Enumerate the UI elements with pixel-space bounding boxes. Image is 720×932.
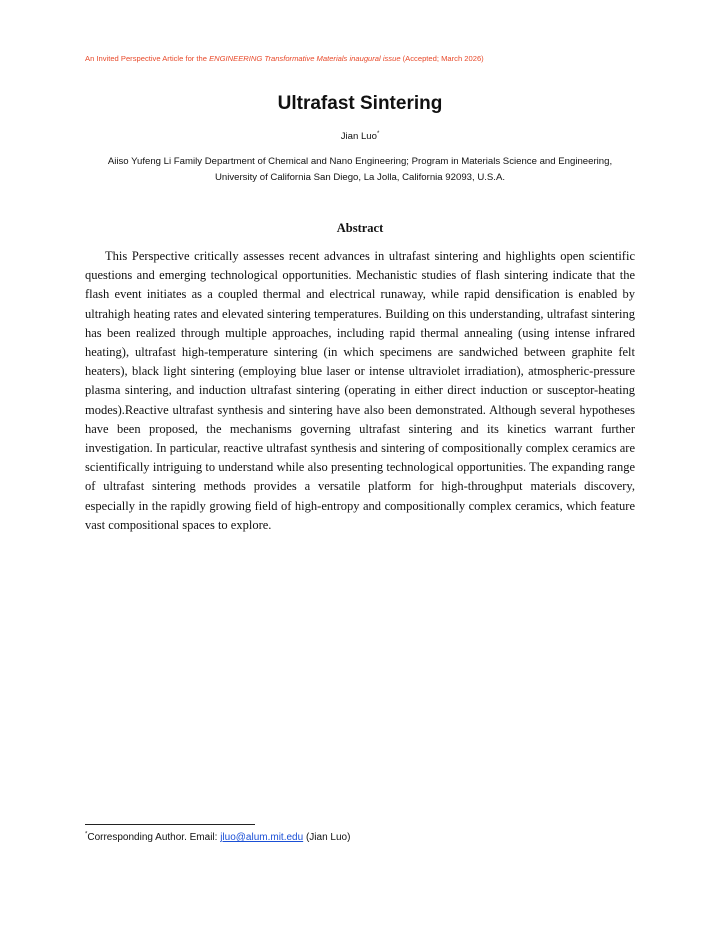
author-name: Jian Luo [340, 131, 377, 142]
email-link[interactable]: jluo@alum.mit.edu [220, 832, 304, 843]
publication-note [85, 54, 484, 63]
author-footnote-mark: * [376, 130, 380, 137]
abstract-heading: Abstract [336, 221, 384, 235]
corresponding-author-footnote [85, 832, 350, 843]
author-line [0, 131, 720, 142]
footnote-divider [85, 824, 255, 825]
footnote-mark: * [85, 831, 88, 838]
footnote-suffix: (Jian Luo) [303, 832, 351, 843]
publication-note-prefix: An Invited Perspective Article for the [85, 54, 210, 63]
footnote-prefix: Corresponding Author. Email: [87, 832, 221, 843]
publication-note-suffix: (Accepted; March 2026) [400, 54, 484, 63]
paper-title: Ultrafast Sintering [277, 93, 443, 114]
publication-note-journal: ENGINEERING Transformative Materials inaugural issue [209, 54, 401, 63]
author-affiliation: Aiiso Yufeng Li Family Department of Chemical and Nano Engineering; Program in Materials Science and Engineering, University of California San Diego, La Jolla, California 92093, U.S.A. [107, 156, 613, 183]
abstract-body: This Perspective critically assesses recent advances in ultrafast sintering and highlights open scientific questions and emerging technological opportunities. Mechanistic studies of flash sintering indicate that the flash event initiates as a coupled thermal and electrical runaway, while rapid densification is enabled by ultrahigh heating rates and elevated sintering temperatures. Building on this understanding, ultrafast sintering has been realized through multiple approaches, including rapid thermal annealing (using intense infrared heating), ultrafast high-temperature sintering (in which specimens are sandwiched between graphite felt heaters), black light sintering (employing blue laser or intense ultraviolet irradiation), atmospheric-pressure plasma sintering, and induction ultrafast sintering (operating in either direct induction or susceptor-heating modes).Reactive ultrafast synthesis and sintering have also been demonstrated. Although several hypotheses have been proposed, the mechanisms governing ultrafast sintering and its kinetics warrant further investigation. In particular, reactive ultrafast synthesis and sintering of compositionally complex ceramics are scientifically intriguing to understand while also presenting technological opportunities. The expanding range of ultrafast sintering methods provides a versatile platform for high-throughput materials discovery, especially in the rapidly growing field of high-entropy and compositionally complex ceramics, which feature vast compositional spaces to explore. [85, 249, 635, 532]
